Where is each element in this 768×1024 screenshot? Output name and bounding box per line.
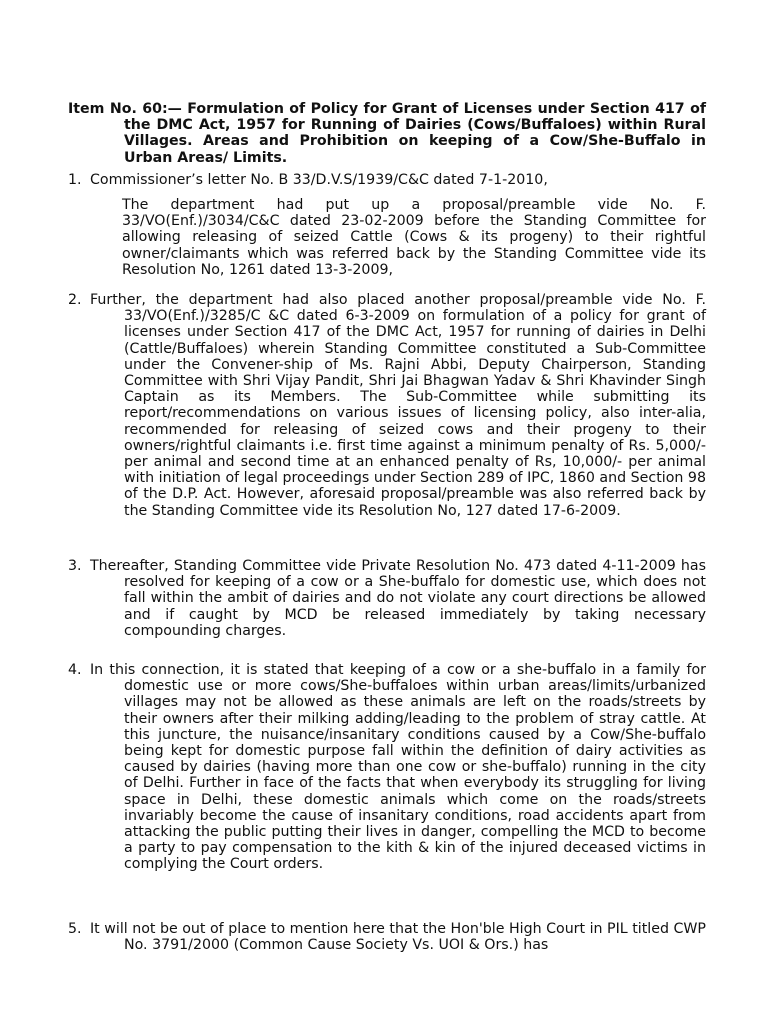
- item-text: [90, 921, 706, 953]
- item-text-body: In this connection, it is stated that keeping of a cow or a she-buffalo in a family for domestic use or more cows/She-buffaloes within urban areas/limits/urbanized villages may not be allowed as these animals are left on the roads/streets by their owners after their milking adding/leading to the problem of stray cattle. At this juncture, the nuisance/insanitary conditions caused by a Cow/She-buffalo being kept for domestic purpose fall within the definition of dairy activities as caused by dairies (having more than one cow or she-buffalo) running in the city of Delhi. Further in face of the facts that when everybody its struggling for living space in Delhi, these domestic animals which come on the roads/streets invariably become the cause of insanitary conditions, road accidents apart from attacking the public putting their lives in danger, compelling the MCD to become a party to pay compensation to the kith & kin of the injured deceased victims in complying the Court orders.: [90, 662, 706, 873]
- list-item-5: [68, 921, 706, 953]
- item-text: [90, 292, 706, 519]
- heading-text: Item No. 60:— Formulation of Policy for Grant of Licenses under Section 417 of the DMC Act, 1957 for Running of Dairies (Cows/Buffaloes) within Rural Villages. Areas and Prohibition on keeping of a Cow/She-Buffalo in Urban Areas/ Limits.: [68, 101, 706, 166]
- item-text-body: Thereafter, Standing Committee vide Private Resolution No. 473 dated 4-11-2009 has resolved for keeping of a cow or a She-buffalo for domestic use, which does not fall within the ambit of dairies and do not violate any court directions be allowed and if caught by MCD be released immediately by taking necessary compounding charges.: [90, 558, 706, 639]
- list-item-4: [68, 662, 706, 873]
- item-text: [90, 558, 706, 639]
- item-heading: [68, 101, 706, 166]
- item-text-body: Further, the department had also placed another proposal/preamble vide No. F. 33/VO(Enf.)/3285/C &C dated 6-3-2009 on formulation of a policy for grant of licenses under Section 417 of the DMC Act, 1957 for running of dairies in Delhi (Cattle/Buffaloes) wherein Standing Committee constituted a Sub-Committee under the Convener-ship of Ms. Rajni Abbi, Deputy Chairperson, Standing Committee with Shri Vijay Pandit, Shri Jai Bhagwan Yadav & Shri Khavinder Singh Captain as its Members. The Sub-Committee while submitting its report/recommendations on various issues of licensing policy, also inter-alia, recommended for releasing of seized cows and their progeny to their owners/rightful claimants i.e. first time against a minimum penalty of Rs. 5,000/- per animal and second time at an enhanced penalty of Rs, 10,000/- per animal with initiation of legal proceedings under Section 289 of IPC, 1860 and Section 98 of the D.P. Act. However, aforesaid proposal/preamble was also referred back by the Standing Committee vide its Resolution No, 127 dated 17-6-2009.: [90, 292, 706, 519]
- item-number: 1.: [68, 172, 82, 188]
- item-text-body: It will not be out of place to mention here that the Hon'ble High Court in PIL titled CWP No. 3791/2000 (Common Cause Society Vs. UOI & Ors.) has: [90, 921, 706, 954]
- list-item-2: [68, 292, 706, 519]
- list-item-1: [68, 172, 706, 188]
- item-number: 2.: [68, 292, 82, 308]
- item-1-paragraph: [124, 197, 706, 278]
- item-text: Commissioner’s letter No. B 33/D.V.S/1939/C&C dated 7-1-2010,: [90, 172, 548, 188]
- item-text: [90, 662, 706, 873]
- item-number: 3.: [68, 558, 82, 574]
- list-item-3: [68, 558, 706, 639]
- paragraph-text: The department had put up a proposal/preamble vide No. F. 33/VO(Enf.)/3034/C&C dated 23-02-2009 before the Standing Committee for allowing releasing of seized Cattle (Cows & its progeny) to their rightful owner/claimants which was referred back by the Standing Committee vide its Resolution No, 1261 dated 13-3-2009,: [122, 197, 706, 278]
- item-number: 4.: [68, 662, 82, 678]
- item-number: 5.: [68, 921, 82, 937]
